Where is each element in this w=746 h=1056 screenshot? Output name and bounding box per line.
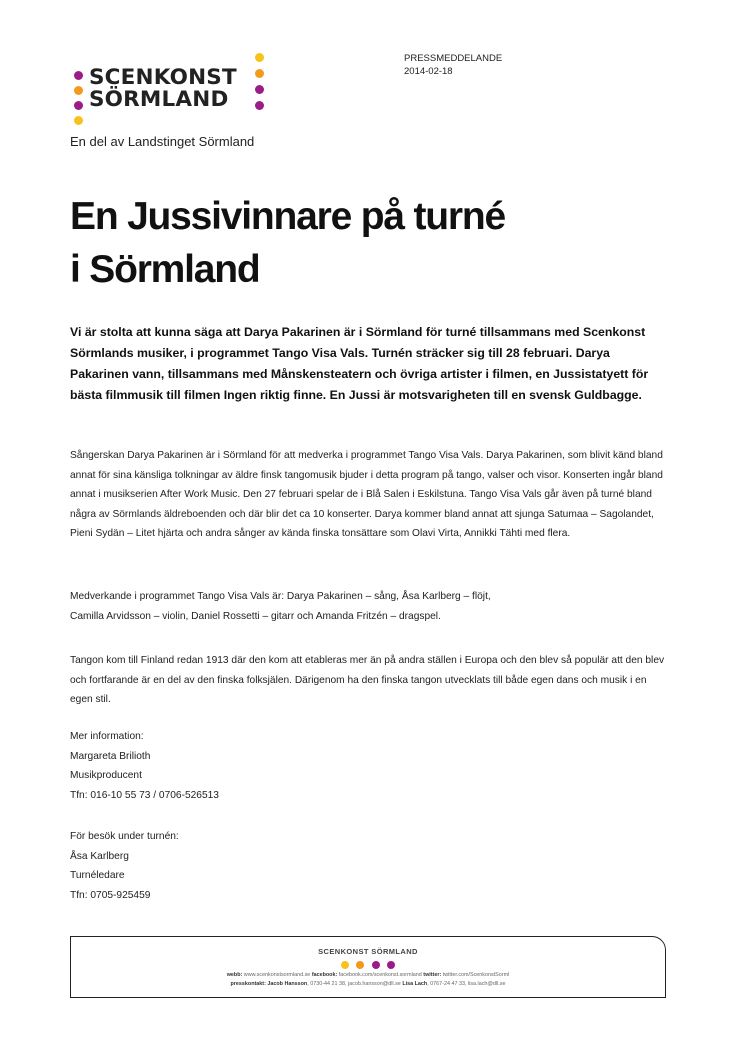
body-paragraph-3: Tangon kom till Finland redan 1913 där den kom att etableras mer än på andra ställen i Europa och den blev så populär att den blev och fortfarande är en del av den finska folksjälen. Därigenom ha den finska tangon utvecklats till både egen dans och musik i en egen stil. [70,655,665,706]
footer-twitter-link[interactable]: twitter.com/ScenkonstSorml [442,972,510,978]
footer-contact-1-name: Jacob Hansson [267,981,308,987]
footer-presskontakt-label: presskontakt: [230,981,266,987]
logo-word-scenkonst: SCENKONST [89,65,237,90]
scenkonst-sormland-logo [70,50,280,130]
logo-dot [255,101,264,110]
logo-dot [255,85,264,94]
logo-dot [74,101,83,110]
logo-dot [74,116,83,125]
footer-dots [71,961,665,969]
logo-word-sormland: SÖRMLAND [89,87,229,112]
footer-twitter-label: twitter: [423,972,442,978]
footer-webb-link[interactable]: www.scenkonstsormland.se [243,972,311,978]
footer-dot [387,961,395,969]
press-date: 2014-02-18 [404,66,453,77]
footer-links [71,972,665,978]
contact-tour-visit [70,827,179,905]
footer-box [70,936,666,998]
footer-facebook-link[interactable]: facebook.com/scenkonst.sormland [338,972,422,978]
lead-paragraph: Vi är stolta att kunna säga att Darya Pakarinen är i Sörmland för turné tillsammans med Scenkonst Sörmlands musiker, i programmet Tango Visa Vals. Turnén sträcker sig till 28 februari. Darya Pakarinen vann, tillsammans med Månskensteatern och övriga artister i filmen, en Jussistatyett för bästa filmmusik till filmen Ingen riktig finne. En Jussi är motsvarigheten till en svensk Guldbagge. [70,325,649,402]
footer-webb-label: webb: [226,972,243,978]
body-paragraph-2-line-2: Camilla Arvidsson – violin, Daniel Rossetti – gitarr och Amanda Fritzén – dragspel. [70,610,441,622]
contact-role: Musikproducent [70,770,142,782]
contact-name: Margareta Brilioth [70,750,151,762]
footer-brand: SCENKONST SÖRMLAND [318,947,418,956]
body-paragraph-2 [70,587,670,626]
footer-press-contacts [71,981,665,987]
footer-facebook-label: facebook: [311,972,338,978]
footer-dot [341,961,349,969]
logo-dot [74,71,83,80]
footer-dot [356,961,364,969]
contact-more-info [70,727,219,805]
contact-heading: Mer information: [70,731,144,742]
logo-dot [255,53,264,62]
page-title [70,190,505,296]
footer-dot [372,961,380,969]
headline-line-1: En Jussivinnare på turné [70,195,506,238]
body-paragraph-2-line-1: Medverkande i programmet Tango Visa Vals är: Darya Pakarinen – sång, Åsa Karlberg – flöjt, [70,591,491,602]
logo-tagline: En del av Landstinget Sörmland [70,134,255,149]
logo-dot [74,86,83,95]
contact-name: Åsa Karlberg [70,850,129,862]
footer-contact-2-details: , 0767-24 47 33, lisa.lach@dll.se [427,981,506,987]
footer-contact-2-name: Lisa Lach [402,981,428,987]
press-label: PRESSMEDDELANDE [404,53,503,64]
headline-line-2: i Sörmland [70,248,260,291]
contact-role: Turnéledare [70,870,125,882]
footer-contact-1-details: , 0730-44 21 38, jacob.hansson@dll.se [307,981,401,987]
press-header [404,52,502,78]
body-paragraph-1: Sångerskan Darya Pakarinen är i Sörmland för att medverka i programmet Tango Visa Vals. Darya Pakarinen, som blivit känd bland annat för sina känsliga tolkningar av äldre finsk tangomusik bjuder i detta program på tango, valser och visor. Konserten ingår bland annat i musikserien After Work Music. Den 27 februari spelar de i Blå Salen i Eskilstuna. Tango Visa Vals går även på turné bland några av Sörmlands äldreboenden och där blir det ca 10 konserter. Darya kommer bland annat att sjunga Satumaa – Sagolandet, Pieni Sydän – Litet hjärta och andra sånger av kända finska tonsättare som Olavi Virta, Annikki Tähti med flera. [70,450,663,540]
contact-heading: För besök under turnén: [70,831,179,842]
contact-phone: Tfn: 0705-925459 [70,889,151,901]
logo-dot [255,69,264,78]
contact-phone: Tfn: 016-10 55 73 / 0706-526513 [70,789,219,801]
